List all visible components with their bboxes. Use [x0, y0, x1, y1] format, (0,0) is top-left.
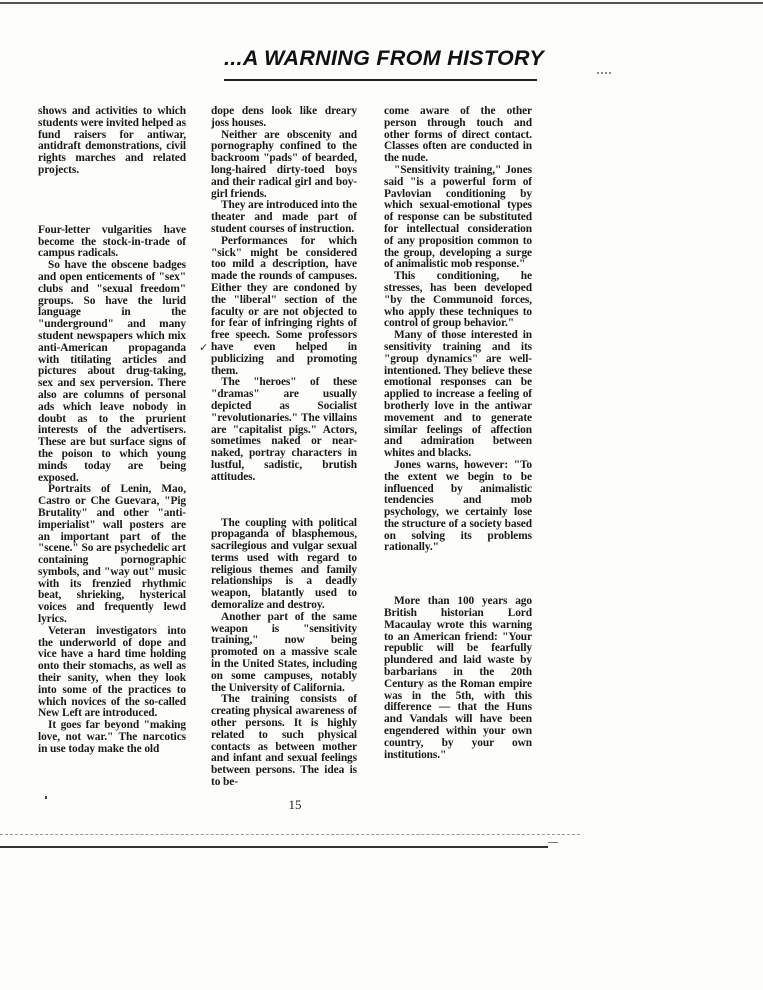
top-rule — [0, 2, 763, 4]
paragraph: Four-letter vulgarities have become the stock-in-trade of campus radicals. — [38, 223, 186, 260]
headline-underline — [224, 79, 537, 81]
paragraph: The coupling with political propaganda of blasphemous, sacrilegious and vulgar sexual terms used with regard to religious themes and family relationships is a deadly weapon, blatantly used to demoralize and destroy. — [211, 516, 357, 612]
paragraph: Another part of the same weapon is "sensitivity training," now being promoted on a massive scale in the United States, including on some campuses, notably the University of California. — [211, 610, 357, 694]
page-number: 15 — [288, 797, 302, 812]
headline: ...A WARNING FROM HISTORY — [224, 46, 545, 70]
paragraph: "Sensitivity training," Jones said "is a powerful form of Pavlovian conditioning by which sexual-emotional types of response can be substituted for intellectual consideration of any proposition common to the group, developing a surge of animalistic mob response." — [384, 163, 532, 271]
paragraph: Veteran investigators into the underworld of dope and vice have a hard time holding onto their stomachs, as well as their sanity, when they look into some of the practices to which novices of the so-called New Left are introduced. — [38, 624, 186, 720]
paragraph: dope dens look like dreary joss houses. — [211, 105, 357, 129]
paragraph: Jones warns, however: "To the extent we begin to be influenced by animalistic tendencies and mob psychology, we certainly lose the structure of a society based on solving its problems rationally." — [384, 458, 532, 554]
paragraph: Portraits of Lenin, Mao, Castro or Che Guevara, "Pig Brutality" and other "anti-imperialist" wall posters are an important part of the "scene." So are psychedelic art containing pornographic symbols, and "way out" music with its frenzied rhythmic beat, shrieking, hysterical voices and frequently lewd lyrics. — [38, 483, 186, 626]
paragraph: shows and activities to which students were invited helped as fund raisers for antiwar, antidraft demonstrations, civil rights marches and related projects. — [38, 105, 186, 176]
margin-check-mark: ✓ — [199, 342, 209, 354]
section-gap — [38, 177, 186, 225]
paragraph: It goes far beyond "making love, not war." The narcotics in use today make the old — [38, 719, 186, 755]
bottom-dashed-rule — [0, 834, 580, 836]
paragraph: Performances for which "sick" might be considered too mild a description, have made the rounds of campuses. Either they are condoned by the "liberal" section of the faculty or are not objected to for fear of infringing rights of free speech. Some professors have even helped in publicizing and promoting them. — [211, 234, 357, 377]
bottom-rule — [0, 846, 548, 848]
paragraph: Many of those interested in sensitivity training and its "group dynamics" are well-intentioned. They believe these emotional responses can be applied to increase a feeling of brotherly love in the antiwar movement and to generate similar feelings of affection and admiration between whites and blacks. — [384, 329, 532, 460]
column-3 — [384, 106, 532, 761]
column-1 — [38, 106, 186, 756]
paragraph: So have the obscene badges and open enticements of "sex" clubs and "sexual freedom" groups. So have the lurid language in the "underground" and many student newspapers which mix anti-American propaganda with titilating articles and pictures about drug-taking, sex and sex perversion. There also are columns of personal ads which leave nobody in doubt as to the prurient interests of the advertisers. These are but surface signs of the poison to which young minds today are being exposed. — [38, 259, 186, 484]
section-gap — [384, 554, 532, 596]
paragraph: come aware of the other person through touch and other forms of direct contact. Classes often are conducted in the nude. — [384, 105, 532, 165]
paragraph: The "heroes" of these "dramas" are usually depicted as Socialist "revolutionaries." The villains are "capitalist pigs." Actors, sometimes naked or near-naked, portray characters in lustful, sadistic, brutish attitudes. — [211, 376, 357, 483]
paragraph: Neither are obscenity and pornography confined to the backroom "pads" of bearded, long-haired dirty-toed boys and their radical girl and boy-girl friends. — [211, 128, 357, 200]
stray-mark — [597, 72, 611, 78]
paragraph: More than 100 years ago British historian Lord Macaulay wrote this warning to an American friend: "Your republic will be fearfully plundered and laid waste by barbarians in the 20th Century as the Roman empire was in the 5th, with this difference — that the Huns and Vandals will have been engendered within your own country, by your own institutions." — [384, 595, 532, 761]
stray-dot — [45, 796, 47, 799]
paragraph: The training consists of creating physical awareness of other persons. It is highly related to such physical contacts as between mother and infant and sexual feelings between persons. The idea is to be- — [211, 693, 357, 789]
bottom-rule-tail — [548, 842, 558, 843]
section-gap — [211, 484, 357, 518]
paragraph: They are introduced into the theater and made part of student courses of instruction. — [211, 199, 358, 235]
paragraph: This conditioning, he stresses, has been developed "by the Communoid forces, who apply these techniques to control of group behavior." — [384, 270, 532, 330]
column-2 — [211, 106, 357, 789]
